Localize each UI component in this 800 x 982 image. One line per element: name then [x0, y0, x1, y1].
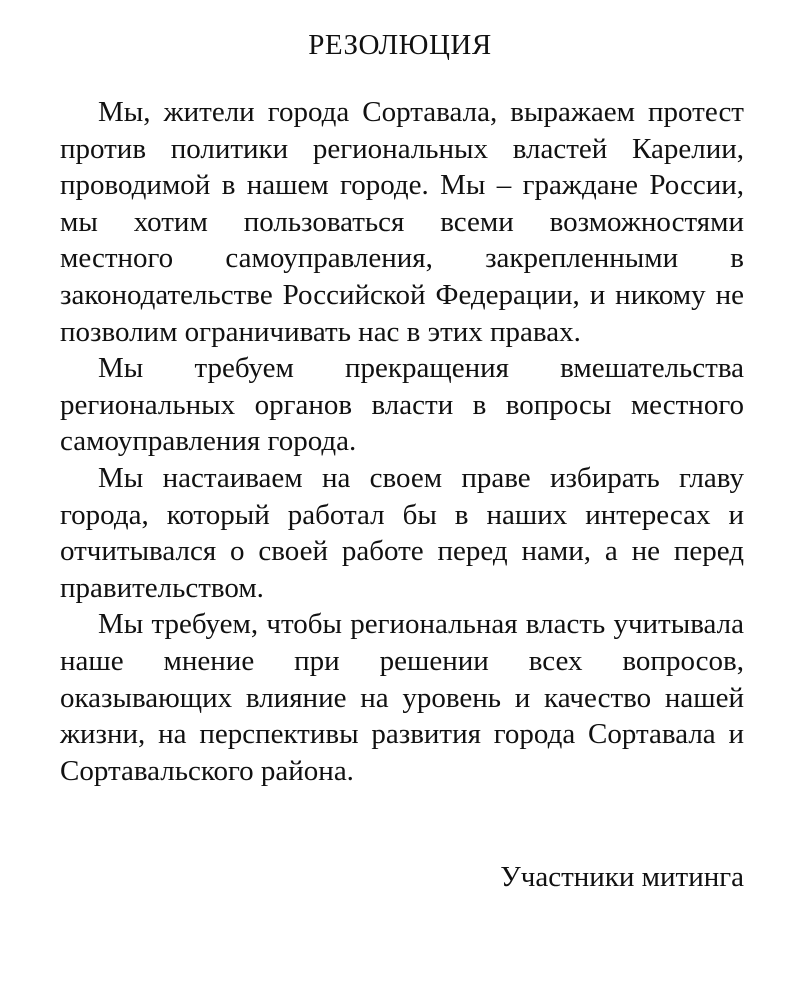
paragraph-demand-non-interference: Мы требуем прекращения вмешательства региональных органов власти в вопросы местного самоуправления города. [60, 352, 744, 458]
paragraph-consider-opinion: Мы требуем, чтобы региональная власть учитывала наше мнение при решении всех вопросов, оказывающих влияние на уровень и качество нашей жизни, на перспективы развития города Сортавала и Сортавальского района. [60, 608, 744, 787]
document-body [60, 94, 744, 789]
paragraph-elect-head: Мы настаиваем на своем праве избирать главу города, который работал бы в наших интересах и отчитывался о своей работе перед нами, а не перед правительством. [60, 461, 744, 604]
paragraph-protest: Мы, жители города Сортавала, выражаем протест против политики региональных властей Карелии, проводимой в нашем городе. Мы – граждане России, мы хотим пользоваться всеми возможностями местного самоуправления, закрепленными в законодательстве Российской Федерации, и никому не позволим ограничивать нас в этих правах. [60, 96, 744, 348]
document-title: РЕЗОЛЮЦИЯ [308, 29, 492, 61]
document-signature: Участники митинга [500, 861, 744, 893]
